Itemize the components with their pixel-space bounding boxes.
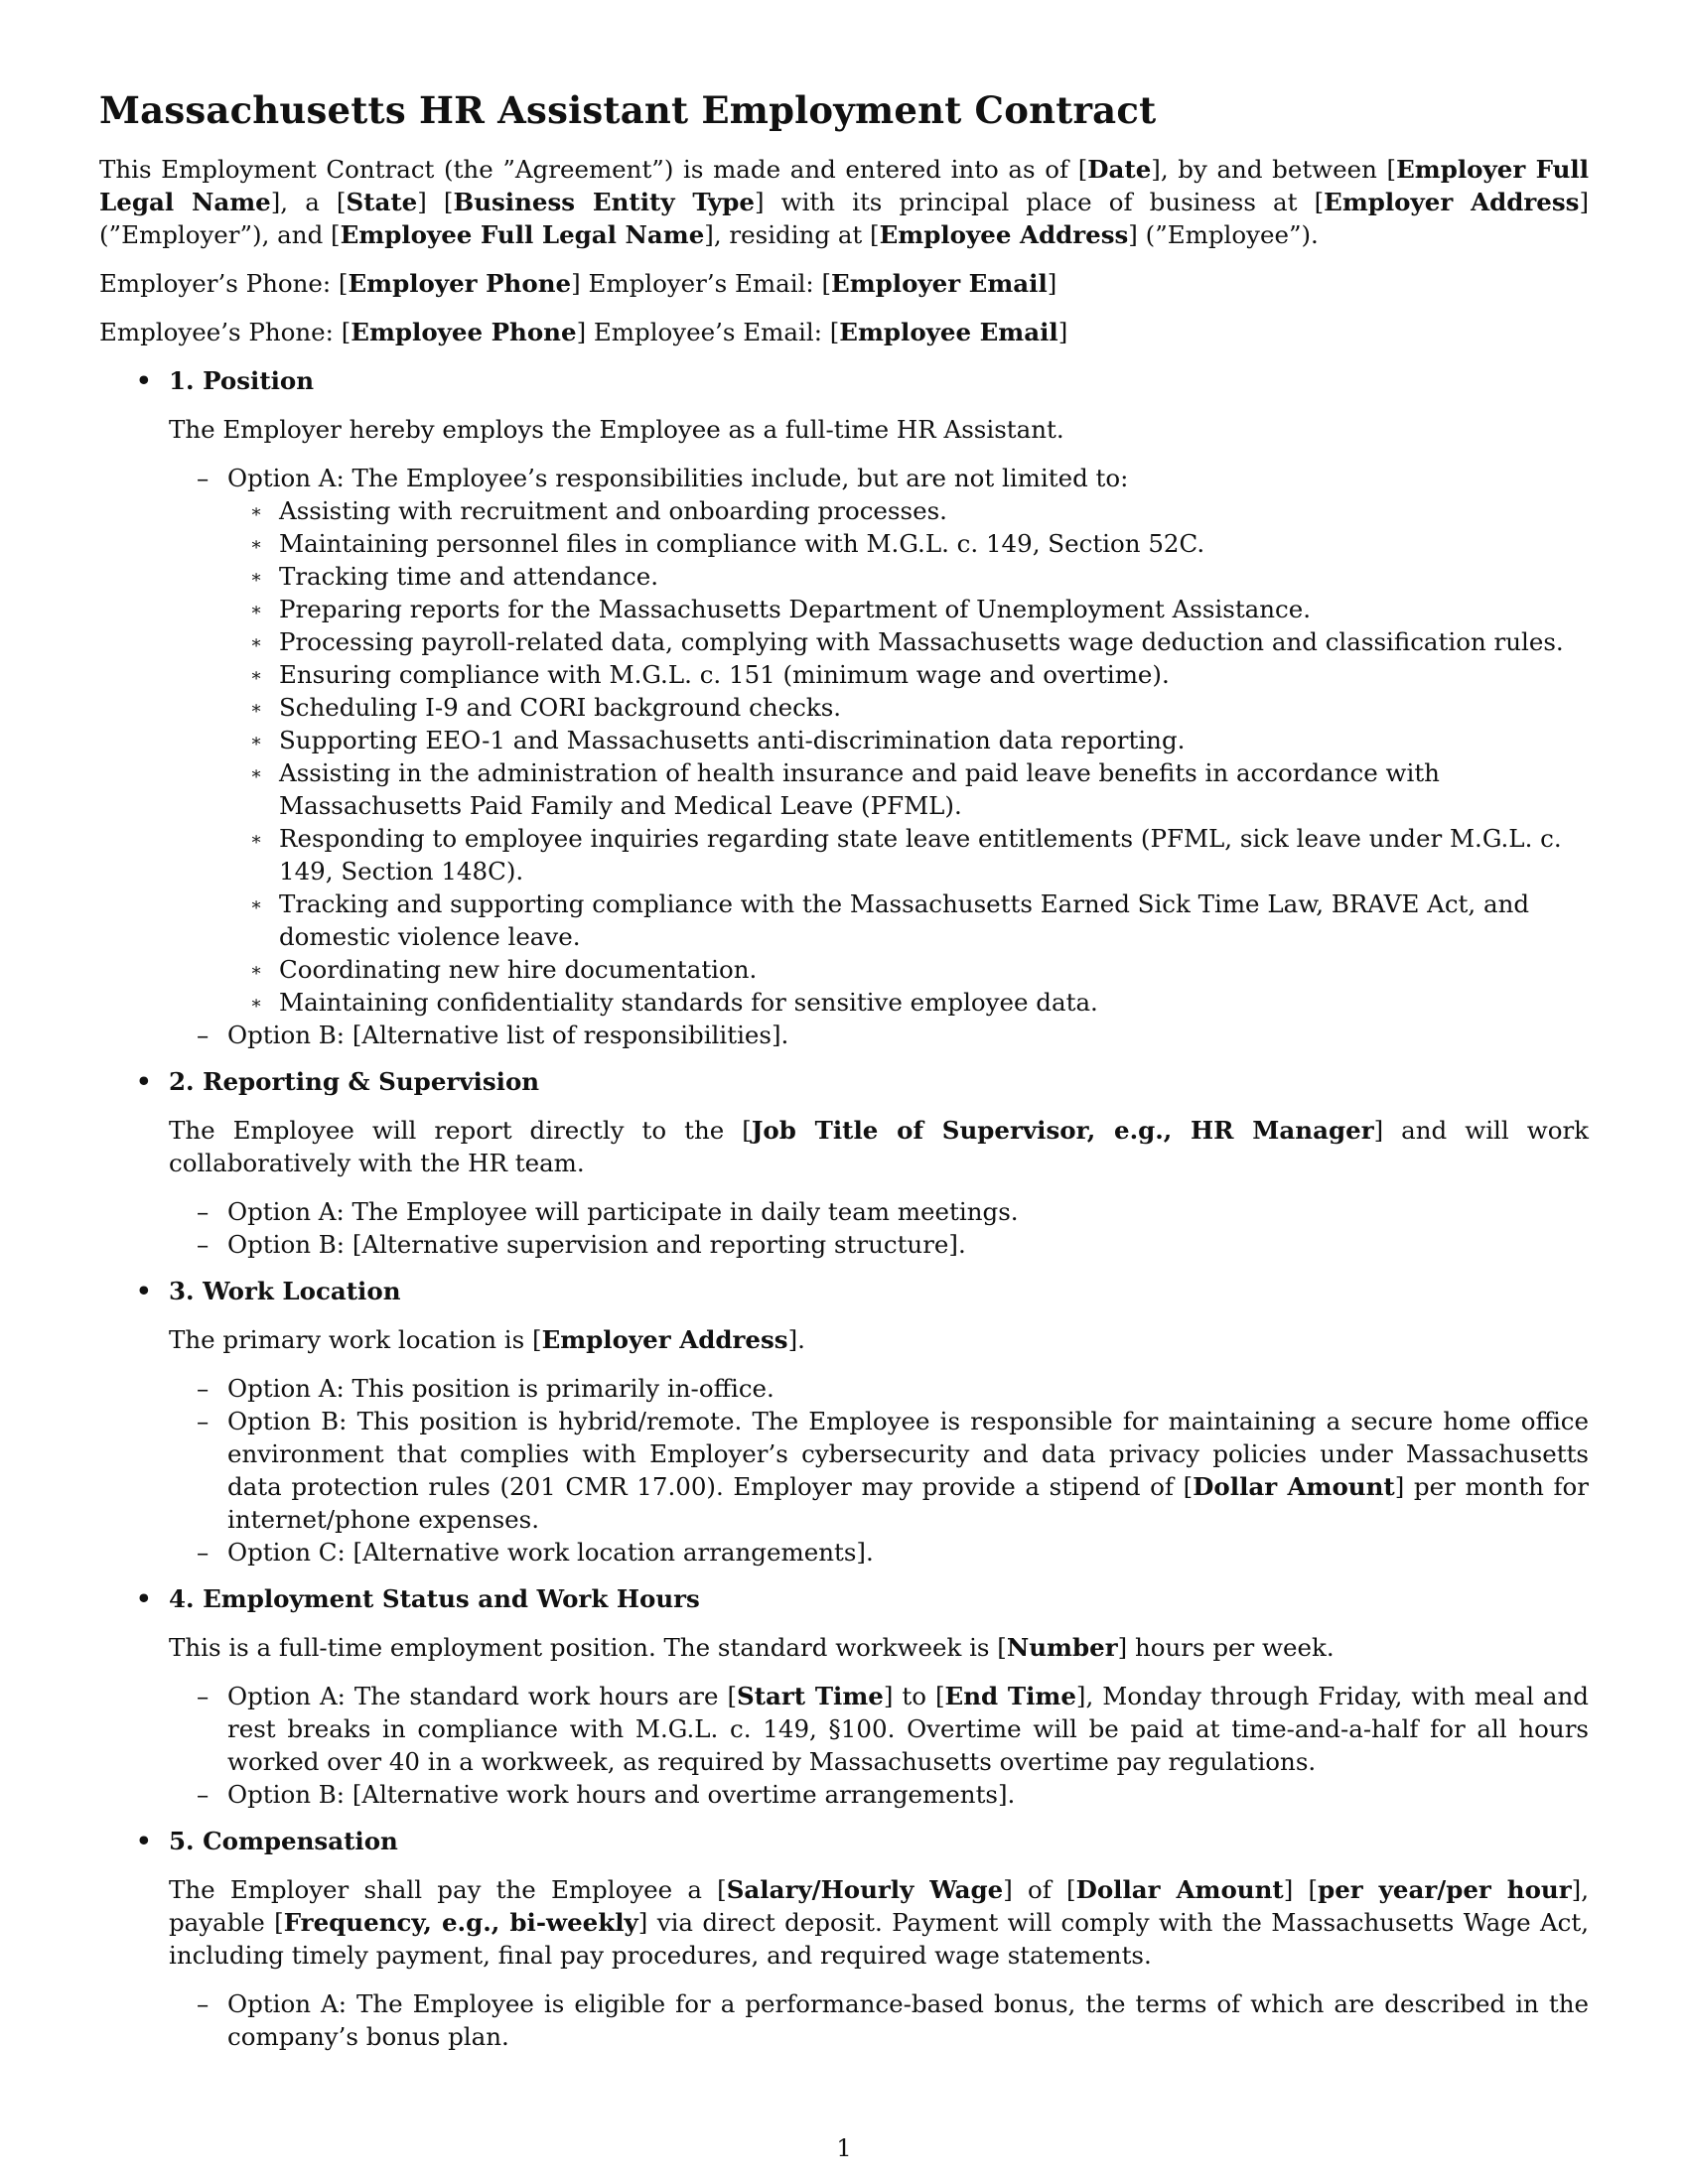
option-b-text: ] per month for internet/phone expenses.: [227, 1472, 1589, 1534]
option-b-text: Option B: This position is hybrid/remote. The Employee is responsible for maintaining a secure home office environment that complies with Employer’s cybersecurity and data privacy policies under Massachusetts data protection rules (201 CMR 17.00). Employer may provide a stipend of [: [227, 1407, 1589, 1501]
responsibility-text: Scheduling I-9 and CORI background checks.: [279, 693, 842, 722]
placeholder-stipend: Dollar Amount: [1193, 1472, 1395, 1501]
contact-bracket: ]: [1057, 318, 1068, 346]
responsibility-item: [99, 887, 1589, 953]
placeholder-employee-address: Employee Address: [879, 220, 1129, 249]
section-heading: [99, 1825, 1589, 1857]
option-item: [99, 1405, 1589, 1536]
bullet-icon: •: [136, 1277, 152, 1305]
responsibility-text: Supporting EEO-1 and Massachusetts anti-discrimination data reporting.: [279, 726, 1186, 754]
option-item: [99, 1778, 1589, 1811]
asterisk-icon: ∗: [250, 534, 263, 555]
body-text: ] hours per week.: [1117, 1633, 1335, 1662]
dash-icon: –: [197, 1230, 210, 1259]
contact-bracket: ]: [1047, 269, 1057, 298]
contact-label: ] Employer’s Email: [: [571, 269, 832, 298]
asterisk-icon: ∗: [250, 763, 263, 784]
employer-contact-line: [99, 267, 1589, 300]
responsibility-text: Assisting in the administration of health insurance and paid leave benefits in accordance with Massachusetts Paid Family and Medical Leave (PFML).: [279, 758, 1440, 820]
bullet-icon: •: [136, 366, 152, 395]
section-title-compensation: 5. Compensation: [169, 1827, 398, 1855]
intro-paragraph: [99, 153, 1589, 251]
responsibility-item: [99, 658, 1589, 691]
placeholder-date: Date: [1087, 155, 1152, 184]
section-heading: [99, 1065, 1589, 1098]
option-b-text: Option B: [Alternative supervision and reporting structure].: [227, 1230, 966, 1259]
responsibility-item: [99, 691, 1589, 724]
intro-text: This Employment Contract (the ”Agreement”) is made and entered into as of [: [99, 155, 1088, 184]
responsibility-text: Coordinating new hire documentation.: [279, 955, 758, 984]
option-a-text: Option A: The Employee will participate in daily team meetings.: [227, 1197, 1019, 1226]
placeholder-employee-phone: Employee Phone: [351, 318, 577, 346]
responsibility-item: [99, 527, 1589, 560]
responsibility-text: Maintaining personnel files in compliance with M.G.L. c. 149, Section 52C.: [279, 529, 1205, 558]
placeholder-employer-address: Employer Address: [1324, 188, 1580, 216]
page-number: 1: [836, 2134, 852, 2162]
section-work-location: [99, 1275, 1589, 1569]
option-a-text: ] to [: [883, 1682, 945, 1710]
dash-icon: –: [197, 1989, 210, 2018]
asterisk-icon: ∗: [250, 567, 263, 588]
contract-page: [99, 87, 1589, 2067]
intro-text: ] with its principal place of business at [: [754, 188, 1325, 216]
section-compensation: [99, 1825, 1589, 2053]
placeholder-number: Number: [1006, 1633, 1118, 1662]
option-item: [99, 1536, 1589, 1569]
body-text: ], payable [: [169, 1875, 1590, 1937]
option-a-text: Option A: The Employee is eligible for a performance-based bonus, the terms of which are described in the company’s bonus plan.: [227, 1989, 1589, 2051]
option-item: [99, 1680, 1589, 1778]
section-heading: [99, 364, 1589, 397]
body-text: The Employer shall pay the Employee a [: [169, 1875, 727, 1904]
option-a-text: Option A: This position is primarily in-office.: [227, 1374, 774, 1403]
placeholder-dollar-amount: Dollar Amount: [1075, 1875, 1284, 1904]
section-title-work-hours: 4. Employment Status and Work Hours: [169, 1584, 700, 1613]
asterisk-icon: ∗: [250, 731, 263, 751]
section-heading: [99, 1275, 1589, 1307]
placeholder-start-time: Start Time: [737, 1682, 884, 1710]
responsibility-item: [99, 756, 1589, 822]
option-a-text: Option A: The Employee’s responsibilities include, but are not limited to:: [227, 464, 1129, 492]
contact-label: Employer’s Phone: [: [99, 269, 349, 298]
responsibility-text: Tracking time and attendance.: [279, 562, 659, 591]
responsibility-item: [99, 986, 1589, 1019]
bullet-icon: •: [136, 1584, 152, 1613]
responsibility-text: Ensuring compliance with M.G.L. c. 151 (minimum wage and overtime).: [279, 660, 1170, 689]
option-a-text: ], Monday through Friday, with meal and rest breaks in compliance with M.G.L. c. 149, §100. Overtime will be paid at time-and-a-half for all hours worked over 40 in a workweek, as required by Massachusetts overtime pay regulations.: [227, 1682, 1589, 1776]
intro-text: ] (”Employee”).: [1128, 220, 1319, 249]
asterisk-icon: ∗: [250, 665, 263, 686]
placeholder-end-time: End Time: [944, 1682, 1076, 1710]
option-item: [99, 462, 1589, 494]
placeholder-frequency: Frequency, e.g., bi-weekly: [283, 1908, 638, 1937]
section-work-hours: [99, 1582, 1589, 1811]
section-body: The Employer hereby employs the Employee as a full-time HR Assistant.: [169, 415, 1064, 444]
option-item: [99, 1195, 1589, 1228]
section-position: [99, 364, 1589, 1051]
intro-text: ] [: [417, 188, 454, 216]
section-body: [99, 1873, 1589, 1972]
option-item: [99, 1019, 1589, 1051]
intro-text: ], by and between [: [1151, 155, 1397, 184]
dash-icon: –: [197, 464, 210, 492]
responsibility-item: [99, 494, 1589, 527]
option-a-text: Option A: The standard work hours are [: [227, 1682, 738, 1710]
responsibility-item: [99, 625, 1589, 658]
intro-text: ], residing at [: [704, 220, 880, 249]
responsibility-text: Preparing reports for the Massachusetts Department of Unemployment Assistance.: [279, 595, 1312, 623]
section-title-work-location: 3. Work Location: [169, 1277, 401, 1305]
responsibility-text: Assisting with recruitment and onboarding processes.: [279, 496, 947, 525]
section-title-position: 1. Position: [169, 366, 315, 395]
body-text: The primary work location is [: [169, 1325, 542, 1354]
option-item: [99, 1372, 1589, 1405]
responsibilities-list: [99, 494, 1589, 1019]
placeholder-state: State: [346, 188, 418, 216]
placeholder-employer-phone: Employer Phone: [348, 269, 572, 298]
option-item: [99, 1987, 1589, 2053]
dash-icon: –: [197, 1538, 210, 1567]
responsibility-item: [99, 953, 1589, 986]
asterisk-icon: ∗: [250, 894, 263, 915]
asterisk-icon: ∗: [250, 501, 263, 522]
asterisk-icon: ∗: [250, 632, 263, 653]
responsibility-text: Maintaining confidentiality standards for sensitive employee data.: [279, 988, 1098, 1017]
option-b-text: Option B: [Alternative work hours and overtime arrangements].: [227, 1780, 1016, 1809]
placeholder-entity-type: Business Entity Type: [453, 188, 755, 216]
contact-label: Employee’s Phone: [: [99, 318, 352, 346]
section-body: [99, 1323, 1589, 1356]
employee-contact-line: [99, 316, 1589, 348]
option-b-text: Option B: [Alternative list of responsibilities].: [227, 1021, 789, 1049]
dash-icon: –: [197, 1780, 210, 1809]
responsibility-item: [99, 560, 1589, 593]
option-item: [99, 1228, 1589, 1261]
bullet-icon: •: [136, 1067, 152, 1096]
section-body: [99, 1114, 1589, 1179]
responsibility-text: Responding to employee inquiries regarding state leave entitlements (PFML, sick leave under M.G.L. c. 149, Section 148C).: [279, 824, 1562, 886]
responsibility-text: Tracking and supporting compliance with the Massachusetts Earned Sick Time Law, BRAVE Act, and domestic violence leave.: [279, 889, 1530, 951]
responsibility-item: [99, 822, 1589, 887]
placeholder-employer-name: Employer Full Legal Name: [99, 155, 1590, 216]
body-text: ] [: [1283, 1875, 1319, 1904]
asterisk-icon: ∗: [250, 600, 263, 620]
placeholder-employer-address: Employer Address: [541, 1325, 788, 1354]
asterisk-icon: ∗: [250, 698, 263, 719]
section-reporting: [99, 1065, 1589, 1261]
intro-text: ] (”Employer”), and [: [99, 188, 1590, 249]
body-text: This is a full-time employment position. The standard workweek is [: [169, 1633, 1007, 1662]
placeholder-employee-name: Employee Full Legal Name: [340, 220, 705, 249]
asterisk-icon: ∗: [250, 993, 263, 1014]
contact-label: ] Employee’s Email: [: [576, 318, 840, 346]
dash-icon: –: [197, 1021, 210, 1049]
dash-icon: –: [197, 1374, 210, 1403]
section-body: [99, 1631, 1589, 1664]
placeholder-wage-type: Salary/Hourly Wage: [726, 1875, 1004, 1904]
section-heading: [99, 1582, 1589, 1615]
dash-icon: –: [197, 1197, 210, 1226]
body-text: The Employee will report directly to the [: [169, 1116, 752, 1145]
dash-icon: –: [197, 1682, 210, 1710]
intro-text: ], a [: [270, 188, 347, 216]
responsibility-text: Processing payroll-related data, complying with Massachusetts wage deduction and classification rules.: [279, 627, 1564, 656]
responsibility-item: [99, 724, 1589, 756]
bullet-icon: •: [136, 1827, 152, 1855]
placeholder-pay-period: per year/per hour: [1318, 1875, 1572, 1904]
body-text: ] and will work collaboratively with the HR team.: [169, 1116, 1590, 1177]
body-text: ] of [: [1003, 1875, 1076, 1904]
option-c-text: Option C: [Alternative work location arrangements].: [227, 1538, 874, 1567]
responsibility-item: [99, 593, 1589, 625]
placeholder-employer-email: Employer Email: [831, 269, 1048, 298]
body-text: ].: [787, 1325, 805, 1354]
placeholder-supervisor: Job Title of Supervisor, e.g., HR Manager: [751, 1116, 1374, 1145]
dash-icon: –: [197, 1407, 210, 1435]
section-title-reporting: 2. Reporting & Supervision: [169, 1067, 540, 1096]
placeholder-employee-email: Employee Email: [839, 318, 1058, 346]
body-text: ] via direct deposit. Payment will comply with the Massachusetts Wage Act, including timely payment, final pay procedures, and required wage statements.: [169, 1908, 1590, 1970]
asterisk-icon: ∗: [250, 829, 263, 850]
asterisk-icon: ∗: [250, 960, 263, 981]
document-title: Massachusetts HR Assistant Employment Contract: [99, 88, 1157, 132]
